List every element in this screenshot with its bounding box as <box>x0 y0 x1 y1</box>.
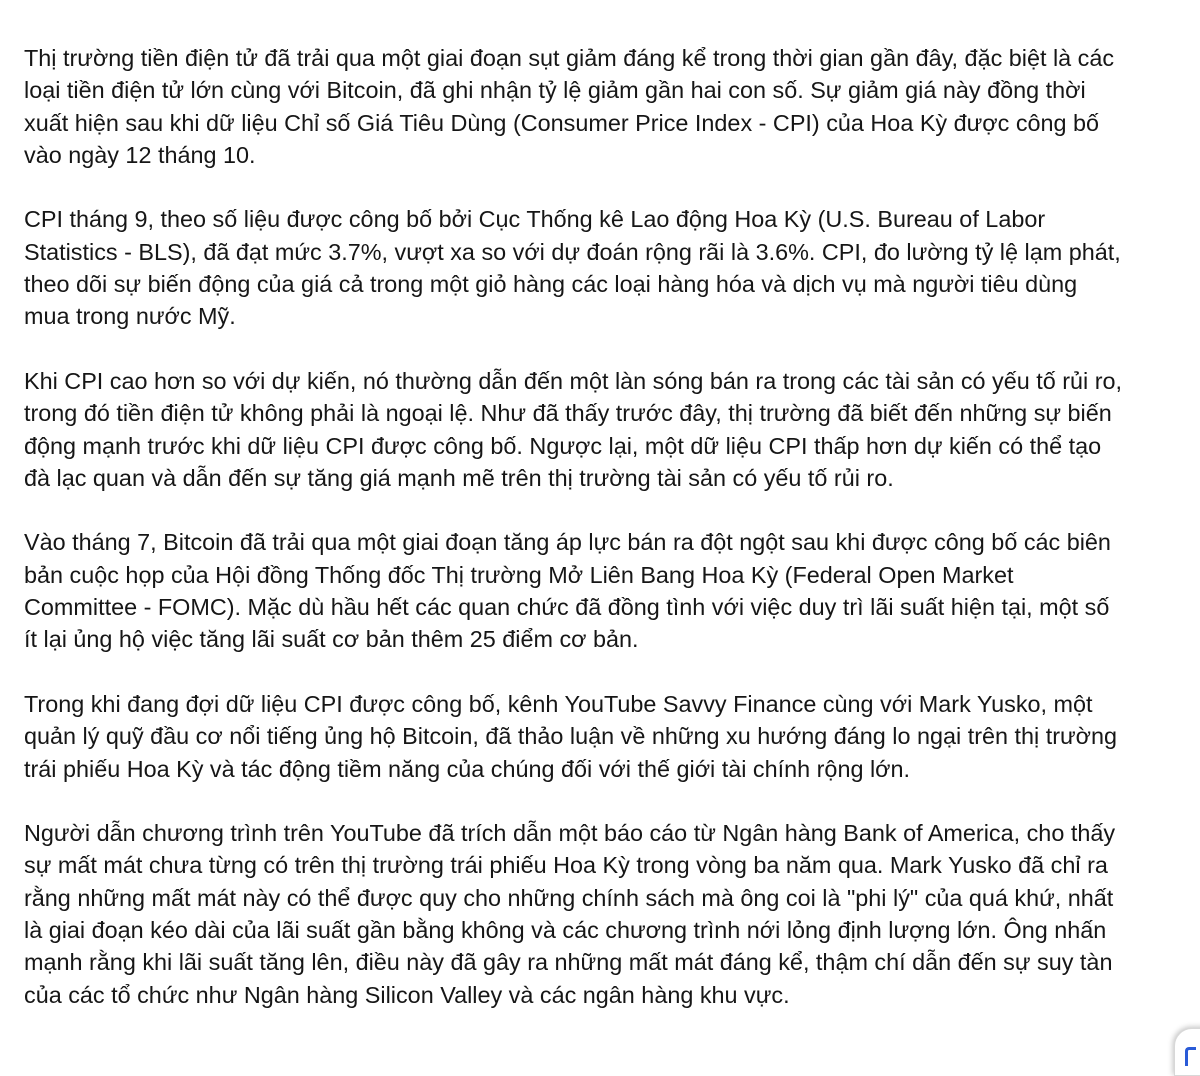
text-line: mua trong nước Mỹ. <box>24 303 236 330</box>
text-line: Khi CPI cao hơn so với dự kiến, nó thường dẫn đến một làn sóng bán ra trong các tài sản có yếu tố rủi ro, <box>24 367 1123 394</box>
paragraph-1 <box>24 42 1176 171</box>
text-line: bản cuộc họp của Hội đồng Thống đốc Thị trường Mở Liên Bang Hoa Kỳ (Federal Open Market <box>24 561 1014 588</box>
paragraph-5 <box>24 688 1176 785</box>
text-line: là giai đoạn kéo dài của lãi suất gần bằng không và các chương trình nới lỏng định lượng lớn. Ông nhấn <box>24 917 1107 944</box>
text-line: vào ngày 12 tháng 10. <box>24 141 256 168</box>
text-line: quản lý quỹ đầu cơ nổi tiếng ủng hộ Bitcoin, đã thảo luận về những xu hướng đáng lo ngại trên thị trường <box>24 723 1118 750</box>
floating-action-icon <box>1185 1047 1196 1066</box>
paragraph-6 <box>24 817 1176 1011</box>
text-line: Vào tháng 7, Bitcoin đã trải qua một giai đoạn tăng áp lực bán ra đột ngột sau khi được công bố các biên <box>24 529 1111 556</box>
text-line: trái phiếu Hoa Kỳ và tác động tiềm năng của chúng đối với thế giới tài chính rộng lớn. <box>24 755 911 782</box>
text-line: đà lạc quan và dẫn đến sự tăng giá mạnh mẽ trên thị trường tài sản có yếu tố rủi ro. <box>24 464 894 491</box>
article-body <box>24 42 1176 1043</box>
text-line: theo dõi sự biến động của giá cả trong một giỏ hàng các loại hàng hóa và dịch vụ mà người tiêu dùng <box>24 271 1078 298</box>
text-line: động mạnh trước khi dữ liệu CPI được công bố. Ngược lại, một dữ liệu CPI thấp hơn dự kiến có thể tạo <box>24 432 1102 459</box>
text-line: xuất hiện sau khi dữ liệu Chỉ số Giá Tiêu Dùng (Consumer Price Index - CPI) của Hoa Kỳ được công bố <box>24 109 1100 136</box>
text-line: Thị trường tiền điện tử đã trải qua một giai đoạn sụt giảm đáng kể trong thời gian gần đây, đặc biệt là các <box>24 45 1115 71</box>
text-line: Người dẫn chương trình trên YouTube đã trích dẫn một báo cáo từ Ngân hàng Bank of America, cho thấy <box>24 820 1116 847</box>
text-line: mạnh rằng khi lãi suất tăng lên, điều này đã gây ra những mất mát đáng kể, thậm chí dẫn đến sự suy tàn <box>24 949 1113 976</box>
text-line: rằng những mất mát này có thể được quy cho những chính sách mà ông coi là "phi lý" của quá khứ, nhất <box>24 884 1114 911</box>
text-line: Statistics - BLS), đã đạt mức 3.7%, vượt xa so với dự đoán rộng rãi là 3.6%. CPI, đo lường tỷ lệ lạm phát, <box>24 238 1121 265</box>
text-line: ít lại ủng hộ việc tăng lãi suất cơ bản thêm 25 điểm cơ bản. <box>24 626 639 653</box>
text-line: Trong khi đang đợi dữ liệu CPI được công bố, kênh YouTube Savvy Finance cùng với Mark Yusko, một <box>24 690 1093 717</box>
text-line: của các tổ chức như Ngân hàng Silicon Valley và các ngân hàng khu vực. <box>24 981 790 1008</box>
text-line: loại tiền điện tử lớn cùng với Bitcoin, đã ghi nhận tỷ lệ giảm gần hai con số. Sự giảm giá này đồng thời <box>24 77 1086 104</box>
text-line: Committee - FOMC). Mặc dù hầu hết các quan chức đã đồng tình với việc duy trì lãi suất hiện tại, một số <box>24 594 1110 621</box>
floating-action-button[interactable] <box>1174 1028 1200 1076</box>
text-line: sự mất mát chưa từng có trên thị trường trái phiếu Hoa Kỳ trong vòng ba năm qua. Mark Yusko đã chỉ ra <box>24 852 1108 879</box>
text-line: CPI tháng 9, theo số liệu được công bố bởi Cục Thống kê Lao động Hoa Kỳ (U.S. Bureau of Labor <box>24 206 1046 233</box>
paragraph-3 <box>24 365 1176 494</box>
paragraph-4 <box>24 526 1176 655</box>
text-line: trong đó tiền điện tử không phải là ngoại lệ. Như đã thấy trước đây, thị trường đã biết đến những sự biến <box>24 400 1112 427</box>
paragraph-2 <box>24 203 1176 332</box>
